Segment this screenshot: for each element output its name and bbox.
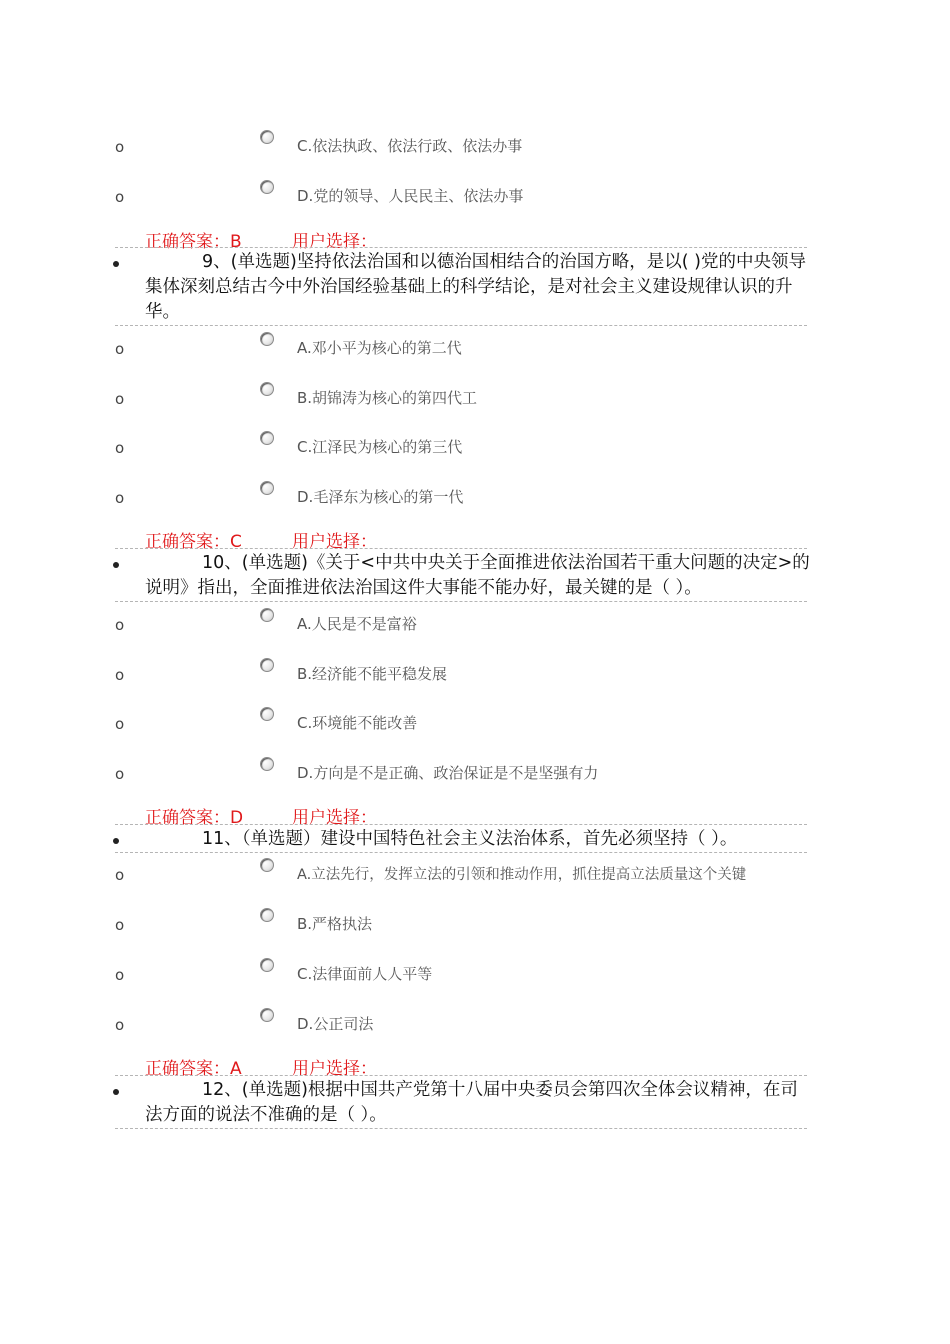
list-marker: o xyxy=(115,966,125,984)
radio-button-icon[interactable] xyxy=(260,1008,274,1022)
list-marker: o xyxy=(115,489,125,507)
divider xyxy=(115,824,807,825)
list-marker: o xyxy=(115,138,125,156)
option-text: B.严格执法 xyxy=(297,915,373,933)
divider xyxy=(115,247,807,248)
q10-option-b[interactable] xyxy=(0,658,950,688)
radio-button-icon[interactable] xyxy=(260,658,274,672)
question-text: 11、（单选题）建设中国特色社会主义法治体系，首先必须坚持（ ）。 xyxy=(202,829,738,849)
option-text: B.胡锦涛为核心的第四代工 xyxy=(297,389,478,407)
question-10 xyxy=(0,551,950,601)
divider xyxy=(115,1075,807,1076)
radio-button-icon[interactable] xyxy=(260,382,274,396)
question-9 xyxy=(0,250,950,325)
radio-button-icon[interactable] xyxy=(260,180,274,194)
bullet-icon xyxy=(113,838,119,844)
q9-option-a[interactable] xyxy=(0,332,950,362)
user-choice: 用户选择： xyxy=(292,532,377,552)
list-marker: o xyxy=(115,916,125,934)
user-choice: 用户选择： xyxy=(292,232,377,252)
list-marker: o xyxy=(115,666,125,684)
divider xyxy=(115,852,807,853)
question-text: 10、(单选题)《关于<中共中央关于全面推进依法治国若干重大问题的决定>的说明》指出，全面推进依法治国这件大事能不能办好，最关键的是（ ）。 xyxy=(145,553,810,598)
q9-option-c[interactable] xyxy=(0,431,950,461)
option-text: C.依法执政、依法行政、依法办事 xyxy=(297,137,523,155)
q11-option-a[interactable] xyxy=(0,858,950,888)
divider xyxy=(115,325,807,326)
q10-option-a[interactable] xyxy=(0,608,950,638)
correct-answer: 正确答案：C xyxy=(145,532,242,552)
q9-option-b[interactable] xyxy=(0,382,950,412)
correct-answer: 正确答案：A xyxy=(145,1059,242,1079)
list-marker: o xyxy=(115,1016,125,1034)
radio-button-icon[interactable] xyxy=(260,707,274,721)
radio-button-icon[interactable] xyxy=(260,858,274,872)
q11-option-b[interactable] xyxy=(0,908,950,938)
radio-button-icon[interactable] xyxy=(260,431,274,445)
correct-answer: 正确答案：D xyxy=(145,808,244,828)
list-marker: o xyxy=(115,439,125,457)
user-choice: 用户选择： xyxy=(292,808,377,828)
radio-button-icon[interactable] xyxy=(260,130,274,144)
option-text: D.党的领导、人民民主、依法办事 xyxy=(297,187,524,205)
radio-button-icon[interactable] xyxy=(260,908,274,922)
divider xyxy=(115,601,807,602)
correct-answer: 正确答案：B xyxy=(145,232,242,252)
radio-button-icon[interactable] xyxy=(260,608,274,622)
question-text: 12、(单选题)根据中国共产党第十八届中央委员会第四次全体会议精神，在司法方面的说法不准确的是（ ）。 xyxy=(145,1080,798,1125)
option-text: C.江泽民为核心的第三代 xyxy=(297,438,463,456)
option-text: B.经济能不能平稳发展 xyxy=(297,665,448,683)
list-marker: o xyxy=(115,715,125,733)
option-text: D.方向是不是正确、政治保证是不是坚强有力 xyxy=(297,764,599,782)
q8-option-c[interactable] xyxy=(0,130,950,160)
q8-option-d[interactable] xyxy=(0,180,950,210)
list-marker: o xyxy=(115,765,125,783)
radio-button-icon[interactable] xyxy=(260,332,274,346)
radio-button-icon[interactable] xyxy=(260,481,274,495)
question-11 xyxy=(0,827,950,852)
q11-option-c[interactable] xyxy=(0,958,950,988)
bullet-icon xyxy=(113,562,119,568)
list-marker: o xyxy=(115,616,125,634)
q10-option-c[interactable] xyxy=(0,707,950,737)
user-choice: 用户选择： xyxy=(292,1059,377,1079)
option-text: A.邓小平为核心的第二代 xyxy=(297,339,462,357)
divider xyxy=(115,1128,807,1129)
question-12 xyxy=(0,1078,950,1128)
option-text: A.立法先行，发挥立法的引领和推动作用，抓住提高立法质量这个关键 xyxy=(297,867,747,883)
question-text: 9、(单选题)坚持依法治国和以德治国相结合的治国方略，是以( )党的中央领导集体深刻总结古今中外治国经验基础上的科学结论，是对社会主义建设规律认识的升华。 xyxy=(145,252,807,322)
list-marker: o xyxy=(115,188,125,206)
bullet-icon xyxy=(113,261,119,267)
q11-option-d[interactable] xyxy=(0,1008,950,1038)
option-text: D.公正司法 xyxy=(297,1015,374,1033)
option-text: C.法律面前人人平等 xyxy=(297,965,433,983)
list-marker: o xyxy=(115,340,125,358)
option-text: C.环境能不能改善 xyxy=(297,714,418,732)
option-text: A.人民是不是富裕 xyxy=(297,615,417,633)
radio-button-icon[interactable] xyxy=(260,757,274,771)
list-marker: o xyxy=(115,866,125,884)
q10-option-d[interactable] xyxy=(0,757,950,787)
q9-option-d[interactable] xyxy=(0,481,950,511)
bullet-icon xyxy=(113,1089,119,1095)
divider xyxy=(115,548,807,549)
list-marker: o xyxy=(115,390,125,408)
radio-button-icon[interactable] xyxy=(260,958,274,972)
option-text: D.毛泽东为核心的第一代 xyxy=(297,488,464,506)
